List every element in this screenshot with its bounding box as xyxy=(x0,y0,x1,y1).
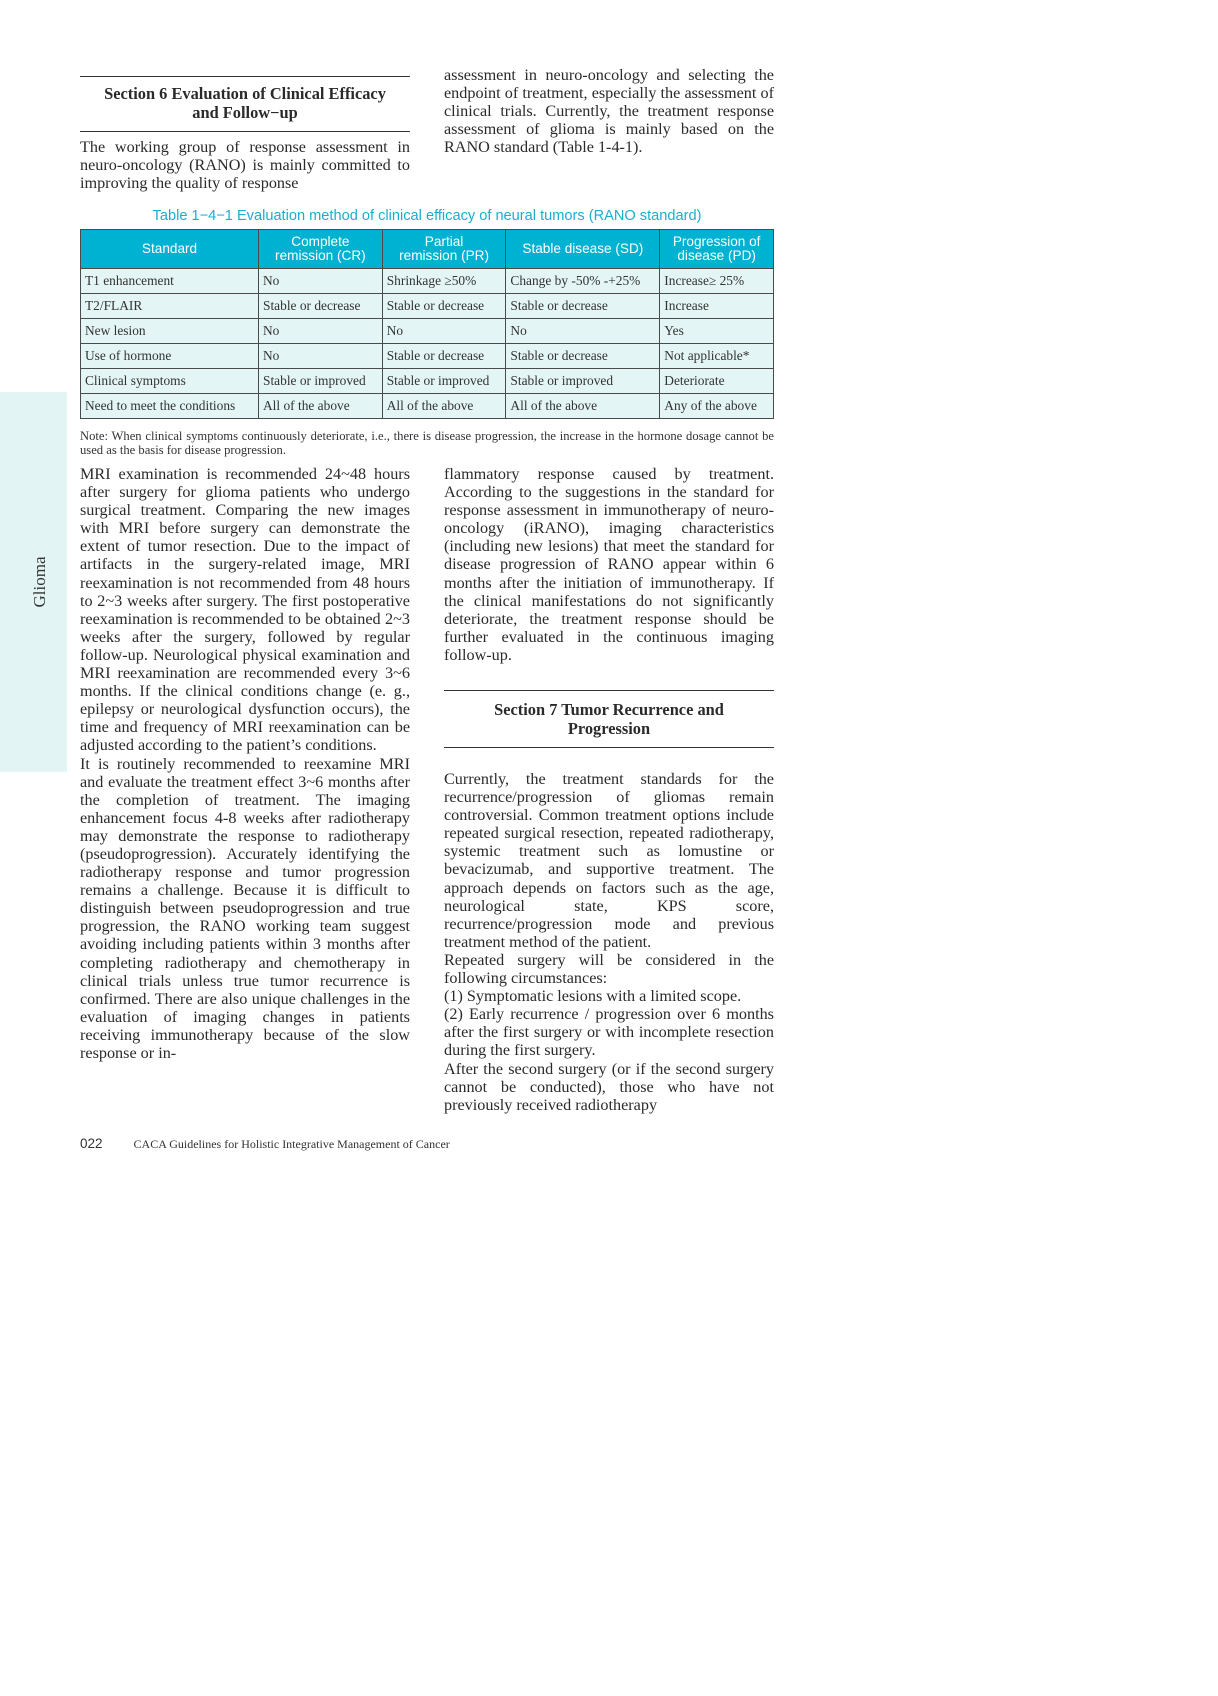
table-cell: No xyxy=(506,319,660,344)
body-left-column xyxy=(80,465,410,1062)
table-cell: No xyxy=(382,319,506,344)
table-header-cell: Stable disease (SD) xyxy=(506,230,660,269)
table-cell: Increase xyxy=(660,294,774,319)
section-7-title-line2: Progression xyxy=(567,719,651,738)
table-footnote: Note: When clinical symptoms continuously deteriorate, i.e., there is disease progression, the increase in the hormone dosage cannot be used as the basis for disease progression. xyxy=(80,429,774,457)
page-number: 022 xyxy=(80,1136,103,1151)
paragraph: assessment in neuro-oncology and selecting the endpoint of treatment, especially the assessment of clinical trials. Currently, the treatment response assessment of glioma is mainly based on the RANO standard (Table 1-4-1). xyxy=(444,66,774,157)
table-cell: Stable or decrease xyxy=(506,344,660,369)
section-6-title-line1: Section 6 Evaluation of Clinical Efficacy xyxy=(104,84,386,103)
table-row xyxy=(81,394,774,419)
table-cell: No xyxy=(259,269,383,294)
table-header-cell: Standard xyxy=(81,230,259,269)
table-cell: All of the above xyxy=(506,394,660,419)
table-cell: Not applicable* xyxy=(660,344,774,369)
table-cell: Deteriorate xyxy=(660,369,774,394)
table-cell: Stable or decrease xyxy=(259,294,383,319)
table-cell: No xyxy=(259,319,383,344)
table-cell: No xyxy=(259,344,383,369)
table-row xyxy=(81,319,774,344)
table-row xyxy=(81,294,774,319)
table-cell: Stable or improved xyxy=(506,369,660,394)
table-cell: Change by -50% -+25% xyxy=(506,269,660,294)
paragraph: (2) Early recurrence / progression over 6 months after the first surgery or with incomplete resection during the first surgery. xyxy=(444,1005,774,1060)
section-6-intro-right xyxy=(444,66,774,156)
table-cell: Shrinkage ≥50% xyxy=(382,269,506,294)
page-footer xyxy=(80,1136,450,1152)
table-cell: T2/FLAIR xyxy=(81,294,259,319)
table-cell: Increase≥ 25% xyxy=(660,269,774,294)
table-cell: Clinical symptoms xyxy=(81,369,259,394)
table-row xyxy=(81,269,774,294)
chapter-side-tab-label: Glioma xyxy=(30,556,49,608)
table-header-row xyxy=(81,230,774,269)
section-7-title-line1: Section 7 Tumor Recurrence and xyxy=(494,700,724,719)
paragraph: It is routinely recommended to reexamine MRI and evaluate the treatment effect 3~6 months after the completion of treatment. The imaging enhancement focus 4-8 weeks after radiotherapy may demonstrate the response to radiotherapy (pseudoprogression). Accurately identifying the radiotherapy response and tumor progression remains a challenge. Because it is difficult to distinguish between pseudoprogression and true progression, the RANO working team suggest avoiding including patients within 3 months after completing radiotherapy and chemotherapy in clinical trials unless true tumor recurrence is confirmed. There are also unique challenges in the evaluation of imaging changes in patients receiving immunotherapy because of the slow response or in- xyxy=(80,754,410,1062)
table-cell: Yes xyxy=(660,319,774,344)
table-cell: All of the above xyxy=(259,394,383,419)
section-6-heading xyxy=(80,76,410,132)
table-cell: Stable or decrease xyxy=(382,344,506,369)
paragraph: (1) Symptomatic lesions with a limited scope. xyxy=(444,987,742,1006)
table-cell: Stable or decrease xyxy=(506,294,660,319)
table-header-cell: Progression of disease (PD) xyxy=(660,230,774,269)
book-title: CACA Guidelines for Holistic Integrative Management of Cancer xyxy=(133,1137,450,1151)
paragraph: Currently, the treatment standards for the recurrence/progression of gliomas remain controversial. Common treatment options include repeated surgical resection, repeated radiotherapy, systemic treatment such as lomustine or bevacizumab, and supportive treatment. The approach depends on factors such as the age, neurological state, KPS score, recurrence/progression mode and previous treatment method of the patient. xyxy=(444,770,774,951)
section-6-intro-left xyxy=(80,138,410,192)
table-cell: Use of hormone xyxy=(81,344,259,369)
table-header-cell: Complete remission (CR) xyxy=(259,230,383,269)
section-6-title-line2: and Follow−up xyxy=(192,103,298,122)
table-cell: T1 enhancement xyxy=(81,269,259,294)
table-caption: Table 1−4−1 Evaluation method of clinical efficacy of neural tumors (RANO standard) xyxy=(152,208,702,224)
table-cell: Any of the above xyxy=(660,394,774,419)
table-row xyxy=(81,344,774,369)
table-row xyxy=(81,369,774,394)
table-cell: Stable or decrease xyxy=(382,294,506,319)
section-7-body xyxy=(444,770,774,1114)
table-header-cell: Partial remission (PR) xyxy=(382,230,506,269)
table-cell: Stable or improved xyxy=(259,369,383,394)
paragraph: MRI examination is recommended 24~48 hours after surgery for glioma patients who undergo surgical treatment. Comparing the new images with MRI before surgery can demonstrate the extent of tumor resection. Due to the impact of artifacts in the surgery-related image, MRI reexamination is not recommended from 48 hours to 2~3 weeks after surgery. The first postoperative reexamination is recommended to be obtained 2~3 weeks after the surgery, followed by regular follow-up. Neurological physical examination and MRI reexamination are recommended every 3~6 months. If the clinical conditions change (e. g., epilepsy or neurological dysfunction occurs), the time and frequency of MRI reexamination can be adjusted according to the patient’s conditions. xyxy=(80,465,410,755)
section-7-heading xyxy=(444,690,774,748)
rano-table xyxy=(80,229,774,419)
table-cell: New lesion xyxy=(81,319,259,344)
body-right-column xyxy=(444,465,774,664)
paragraph: flammatory response caused by treatment. According to the suggestions in the standard for response assessment in immunotherapy of neuro-oncology (iRANO), imaging characteristics (including new lesions) that meet the standard for disease progression of RANO appear within 6 months after the initiation of immunotherapy. If the clinical manifestations do not significantly deteriorate, the treatment response should be further evaluated in the continuous imaging follow-up. xyxy=(444,465,774,664)
table-cell: All of the above xyxy=(382,394,506,419)
table-cell: Stable or improved xyxy=(382,369,506,394)
paragraph: The working group of response assessment in neuro-oncology (RANO) is mainly committed to improving the quality of response xyxy=(80,138,410,193)
paragraph: After the second surgery (or if the second surgery cannot be conducted), those who have not previously received radiotherapy xyxy=(444,1059,774,1114)
paragraph: Repeated surgery will be considered in the following circumstances: xyxy=(444,950,774,988)
table-cell: Need to meet the conditions xyxy=(81,394,259,419)
